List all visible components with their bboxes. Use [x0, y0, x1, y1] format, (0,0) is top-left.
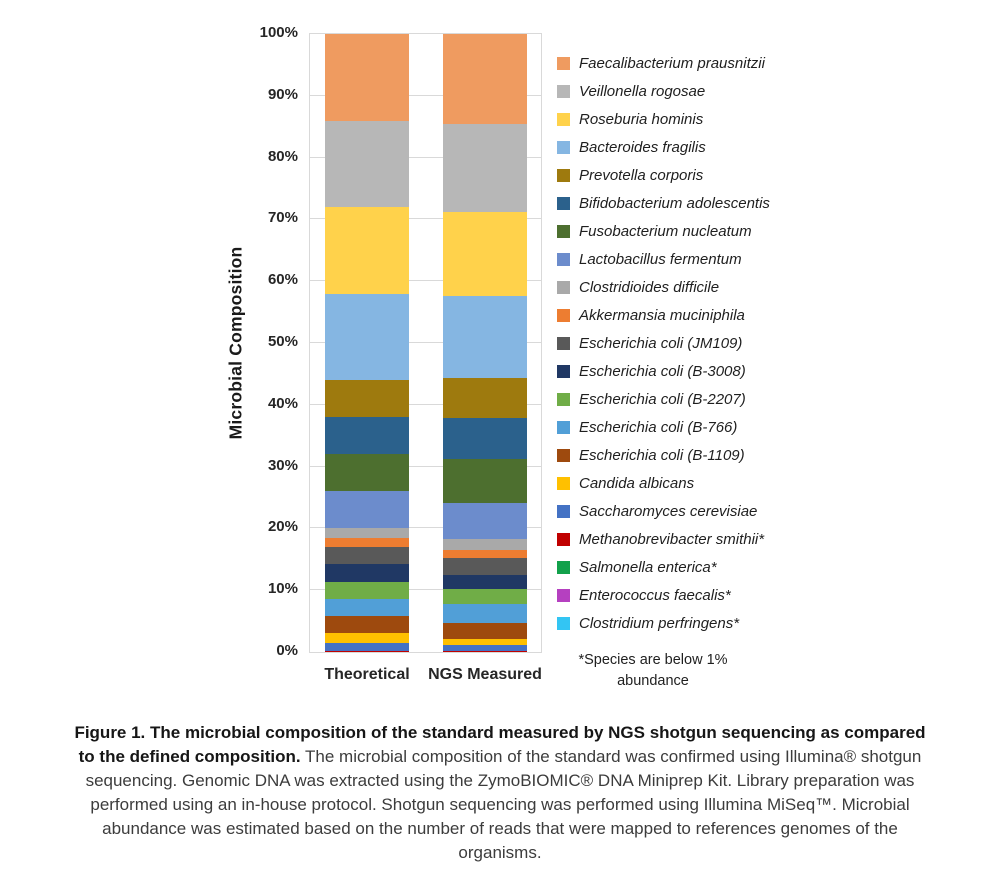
y-tick-label: 0% — [276, 642, 298, 659]
bar-segment — [325, 207, 409, 294]
legend-swatch — [557, 617, 570, 630]
legend-item — [557, 161, 770, 189]
legend-item — [557, 245, 770, 273]
x-axis-label: NGS Measured — [428, 666, 542, 683]
legend-label: Enterococcus faecalis* — [579, 586, 731, 604]
plot-area — [309, 33, 542, 683]
legend-item — [557, 105, 770, 133]
bar-segment — [443, 575, 527, 589]
legend — [557, 49, 770, 637]
legend-item — [557, 301, 770, 329]
legend-label: Escherichia coli (B-1109) — [579, 446, 745, 464]
legend-label: Fusobacterium nucleatum — [579, 222, 752, 240]
bar-segment — [443, 418, 527, 459]
bar-segment — [325, 616, 409, 633]
y-tick-label: 100% — [259, 24, 298, 41]
bar-segment — [325, 294, 409, 381]
figure-caption — [70, 721, 930, 865]
legend-item — [557, 77, 770, 105]
legend-label: Prevotella corporis — [579, 166, 704, 184]
legend-label: Escherichia coli (B-3008) — [579, 362, 746, 380]
legend-label: Clostridioides difficile — [579, 278, 720, 296]
legend-item — [557, 329, 770, 357]
bar-segment — [443, 124, 527, 212]
y-axis-title: Microbial Composition — [225, 246, 246, 440]
legend-swatch — [557, 533, 570, 546]
legend-swatch — [557, 141, 570, 154]
legend-swatch — [557, 225, 570, 238]
bar-segment — [443, 459, 527, 503]
legend-label: Candida albicans — [579, 474, 695, 492]
legend-swatch — [557, 449, 570, 462]
bar-segment — [325, 599, 409, 616]
bar-segment — [325, 491, 409, 528]
y-tick-label: 30% — [267, 456, 298, 474]
legend-swatch — [557, 365, 570, 378]
legend-footnote-line2: abundance — [617, 673, 689, 689]
y-tick-label: 40% — [267, 394, 298, 412]
legend-label: Salmonella enterica* — [579, 558, 717, 576]
legend-item — [557, 553, 770, 581]
bar-segment — [443, 604, 527, 623]
legend-label: Methanobrevibacter smithii* — [579, 530, 765, 548]
bar-segment — [443, 623, 527, 639]
bar-segment — [443, 296, 527, 378]
legend-swatch — [557, 281, 570, 294]
bar-segment — [443, 558, 527, 575]
legend-label: Veillonella rogosae — [579, 82, 706, 100]
bar-segment — [325, 564, 409, 581]
bar-segment — [443, 34, 527, 124]
legend-label: Roseburia hominis — [579, 110, 704, 128]
legend-swatch — [557, 477, 570, 490]
figure-caption-bold: Figure 1. The microbial composition of the standard measured by NGS shotgun sequencing as compared to the defined composition. — [74, 723, 926, 766]
bar-segment — [325, 633, 409, 642]
bar-segment — [325, 538, 409, 547]
legend-swatch — [557, 421, 570, 434]
legend-swatch — [557, 505, 570, 518]
legend-swatch — [557, 309, 570, 322]
y-tick-label: 50% — [267, 333, 298, 350]
y-tick-label: 10% — [267, 580, 298, 598]
legend-label: Faecalibacterium prausnitzii — [579, 54, 765, 72]
legend-item — [557, 49, 770, 77]
stacked-bar-ngs-measured — [443, 34, 527, 652]
legend-footnote — [558, 650, 748, 692]
legend-label: Bacteroides fragilis — [579, 138, 706, 156]
legend-swatch — [557, 337, 570, 350]
bar-segment — [325, 582, 409, 599]
bar-segment — [325, 547, 409, 564]
legend-item — [557, 525, 770, 553]
legend-swatch — [557, 57, 570, 70]
legend-item — [557, 357, 770, 385]
legend-label: Bifidobacterium adolescentis — [579, 194, 770, 212]
bar-segment — [325, 643, 409, 652]
y-tick-label: 90% — [267, 85, 298, 103]
legend-item — [557, 133, 770, 161]
legend-label: Escherichia coli (JM109) — [579, 334, 743, 352]
legend-item — [557, 189, 770, 217]
legend-swatch — [557, 169, 570, 182]
legend-footnote-line1: *Species are below 1% — [578, 652, 728, 668]
bar-segment — [443, 503, 527, 539]
legend-item — [557, 385, 770, 413]
x-axis-label: Theoretical — [324, 666, 410, 683]
y-tick-label: 70% — [267, 209, 298, 227]
stacked-bar-theoretical — [325, 34, 409, 652]
legend-swatch — [557, 197, 570, 210]
legend-item — [557, 609, 770, 637]
y-axis-tick-labels — [0, 24, 298, 659]
bar-segment — [325, 34, 409, 121]
bar-segment — [443, 378, 527, 418]
legend-label: Escherichia coli (B-2207) — [579, 390, 746, 408]
bar-segment — [325, 417, 409, 454]
bar-segment — [325, 380, 409, 417]
legend-item — [557, 581, 770, 609]
legend-item — [557, 497, 770, 525]
bar-segment — [443, 212, 527, 296]
y-tick-label: 20% — [267, 518, 298, 536]
figure-caption-text: The microbial composition of the standard was confirmed using Illumina® shotgun sequencing. Genomic DNA was extracted using the ZymoBIOMIC® DNA Miniprep Kit. Library preparation was performed using an in-house protocol. Shotgun sequencing was performed using Illumina MiSeq™. Microbial abundance was estimated based on the number of reads that were mapped to references genomes of the organisms. — [85, 747, 922, 862]
legend-item — [557, 469, 770, 497]
legend-swatch — [557, 561, 570, 574]
bar-segment — [443, 589, 527, 604]
legend-swatch — [557, 113, 570, 126]
legend-swatch — [557, 85, 570, 98]
bar-segment — [325, 528, 409, 537]
legend-swatch — [557, 253, 570, 266]
legend-label: Clostridium perfringens* — [579, 614, 740, 632]
legend-swatch — [557, 393, 570, 406]
legend-item — [557, 273, 770, 301]
legend-swatch — [557, 589, 570, 602]
bar-segment — [325, 454, 409, 491]
legend-label: Akkermansia muciniphila — [579, 306, 745, 324]
legend-label: Lactobacillus fermentum — [579, 250, 742, 268]
legend-item — [557, 441, 770, 469]
bar-segment — [443, 539, 527, 550]
y-tick-label: 60% — [267, 271, 298, 289]
legend-item — [557, 217, 770, 245]
bar-segment — [443, 550, 527, 558]
y-tick-label: 80% — [267, 147, 298, 165]
legend-item — [557, 413, 770, 441]
legend-label: Escherichia coli (B-766) — [579, 418, 738, 436]
bar-segment — [325, 121, 409, 208]
legend-label: Saccharomyces cerevisiae — [579, 502, 758, 520]
